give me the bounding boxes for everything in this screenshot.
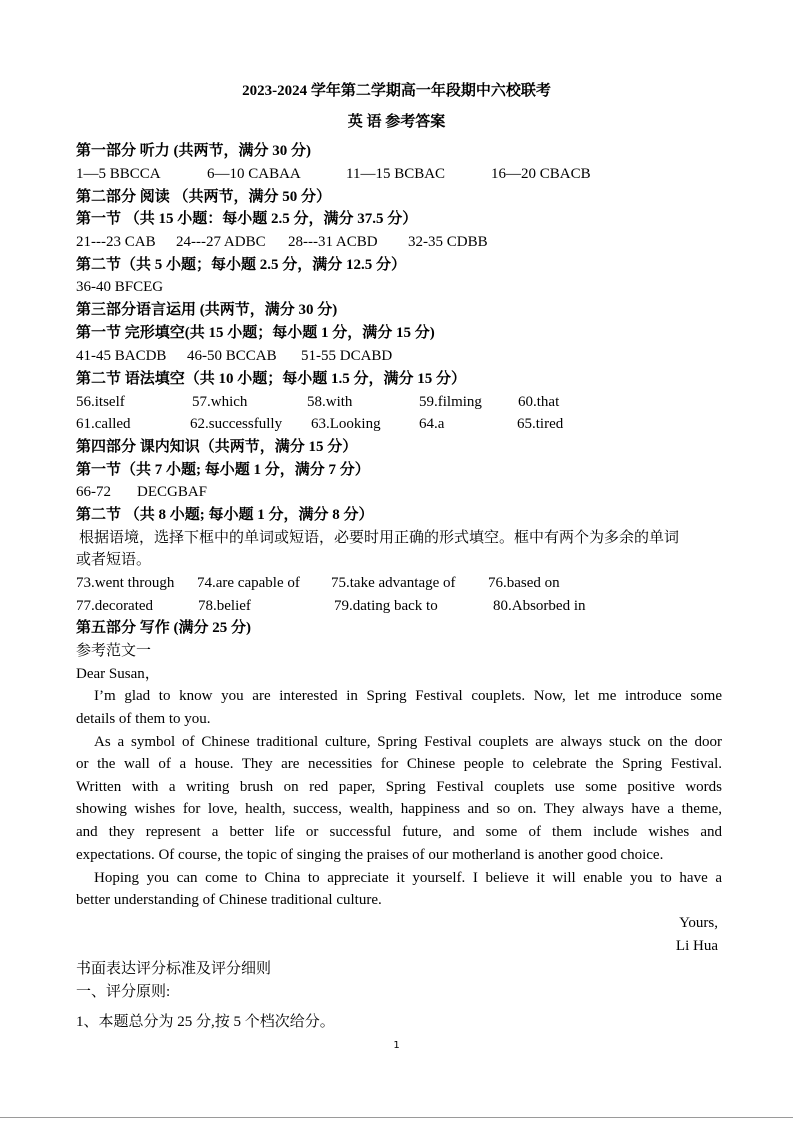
- answer-item: 80.Absorbed in: [493, 598, 586, 614]
- part2-section2-answers: 36-40 BFCEG: [76, 279, 164, 295]
- answer-group: 28---31 ACBD: [288, 234, 378, 250]
- letter-signature: Li Hua: [675, 938, 718, 954]
- answer-group: 6—10 CABAA: [207, 166, 301, 182]
- part3-section1-heading: 第一节 完形填空(共 15 小题；每小题 1 分，满分 15 分): [76, 325, 435, 341]
- scoring-title: 书面表达评分标准及评分细则: [76, 961, 272, 977]
- essay-line: or the wall of a house. They are necessities for Chinese people to celebrate the Spring Festival.: [76, 756, 722, 772]
- doc-title: 2023-2024 学年第二学期高一年段期中六校联考: [242, 83, 551, 99]
- answer-item: 57.which: [192, 394, 248, 410]
- answer-item: 63.Looking: [311, 416, 381, 432]
- answer-group: 41-45 BACDB: [76, 348, 167, 364]
- essay-line: Written with a writing brush on red paper, Spring Festival couplets use some positive words: [76, 779, 722, 795]
- letter-closing: Yours,: [679, 915, 718, 931]
- part4-heading: 第四部分 课内知识（共两节，满分 15 分）: [76, 439, 358, 455]
- part4-instruction-line-2: 或者短语。: [76, 552, 152, 568]
- answer-group: 21---23 CAB: [76, 234, 156, 250]
- part3-section2-heading: 第二节 语法填空（共 10 小题；每小题 1.5 分，满分 15 分）: [76, 371, 467, 387]
- part2-heading: 第二部分 阅读 （共两节，满分 50 分）: [76, 189, 332, 205]
- answer-item: 58.with: [307, 394, 353, 410]
- answer-item: 61.called: [76, 416, 131, 432]
- answer-item: 60.that: [518, 394, 560, 410]
- answer-item: 75.take advantage of: [331, 575, 456, 591]
- answer-item: 73.went through: [76, 575, 175, 591]
- part4-instruction-line-1: 根据语境，选择下框中的单词或短语，必要时用正确的形式填空。框中有两个为多余的单词: [79, 530, 680, 546]
- part3-heading: 第三部分语言运用 (共两节，满分 30 分): [76, 302, 338, 318]
- essay-line: and they represent a better life or successful future, and some of them include wishes and: [76, 824, 722, 840]
- part4-section1-heading: 第一节（共 7 小题; 每小题 1 分，满分 7 分）: [76, 462, 370, 478]
- answer-group: 11—15 BCBAC: [346, 166, 446, 182]
- page-number: 1: [393, 1040, 400, 1051]
- sample-essay-label: 参考范文一: [76, 643, 152, 659]
- answer-item: 65.tired: [517, 416, 564, 432]
- essay-line: showing wishes for love, health, success, wealth, happiness and so on. They always have a theme,: [76, 801, 722, 817]
- part2-section2-heading: 第二节（共 5 小题；每小题 2.5 分，满分 12.5 分）: [76, 257, 407, 273]
- essay-line: I’m glad to know you are interested in Spring Festival couplets. Now, let me introduce some: [94, 688, 722, 704]
- answer-item: 78.belief: [198, 598, 251, 614]
- answer-group: 32-35 CDBB: [408, 234, 488, 250]
- scoring-principle-heading: 一、评分原则:: [76, 984, 171, 1000]
- answer-group: 16—20 CBACB: [491, 166, 591, 182]
- scoring-item-1: 1、本题总分为 25 分,按 5 个档次给分。: [76, 1014, 335, 1030]
- answer-item: 79.dating back to: [334, 598, 438, 614]
- answer-group: 46-50 BCCAB: [187, 348, 277, 364]
- essay-line: Hoping you can come to China to appreciate it yourself. I believe it will enable you to have a: [94, 870, 722, 886]
- answer-group: 24---27 ADBC: [176, 234, 266, 250]
- answer-item: 77.decorated: [76, 598, 154, 614]
- answer-group: 51-55 DCABD: [301, 348, 393, 364]
- answer-item: 59.filming: [419, 394, 482, 410]
- part2-section1-heading: 第一节 （共 15 小题：每小题 2.5 分，满分 37.5 分）: [76, 211, 418, 227]
- answer-item: 64.a: [419, 416, 445, 432]
- answer-group: 1—5 BBCCA: [76, 166, 161, 182]
- doc-subtitle: 英 语 参考答案: [347, 114, 446, 130]
- answer-item: 74.are capable of: [197, 575, 300, 591]
- answer-item: 56.itself: [76, 394, 125, 410]
- answer-item: 62.successfully: [190, 416, 283, 432]
- essay-line: expectations. Of course, the topic of singing the praises of our motherland is another good choice.: [76, 847, 664, 863]
- essay-line: better understanding of Chinese traditional culture.: [76, 892, 382, 908]
- answer-range-label: 66-72: [76, 484, 111, 500]
- part1-heading: 第一部分 听力 (共两节，满分 30 分): [76, 143, 311, 159]
- letter-greeting: Dear Susan，: [76, 666, 160, 682]
- part5-heading: 第五部分 写作 (满分 25 分): [76, 620, 251, 636]
- answer-group: DECGBAF: [137, 484, 208, 500]
- part4-section2-heading: 第二节 （共 8 小题; 每小题 1 分，满分 8 分）: [76, 507, 374, 523]
- page-bottom-divider: [0, 1117, 793, 1118]
- answer-item: 76.based on: [488, 575, 560, 591]
- essay-line: As a symbol of Chinese traditional culture, Spring Festival couplets are always stuck on the door: [94, 734, 722, 750]
- essay-line: details of them to you.: [76, 711, 211, 727]
